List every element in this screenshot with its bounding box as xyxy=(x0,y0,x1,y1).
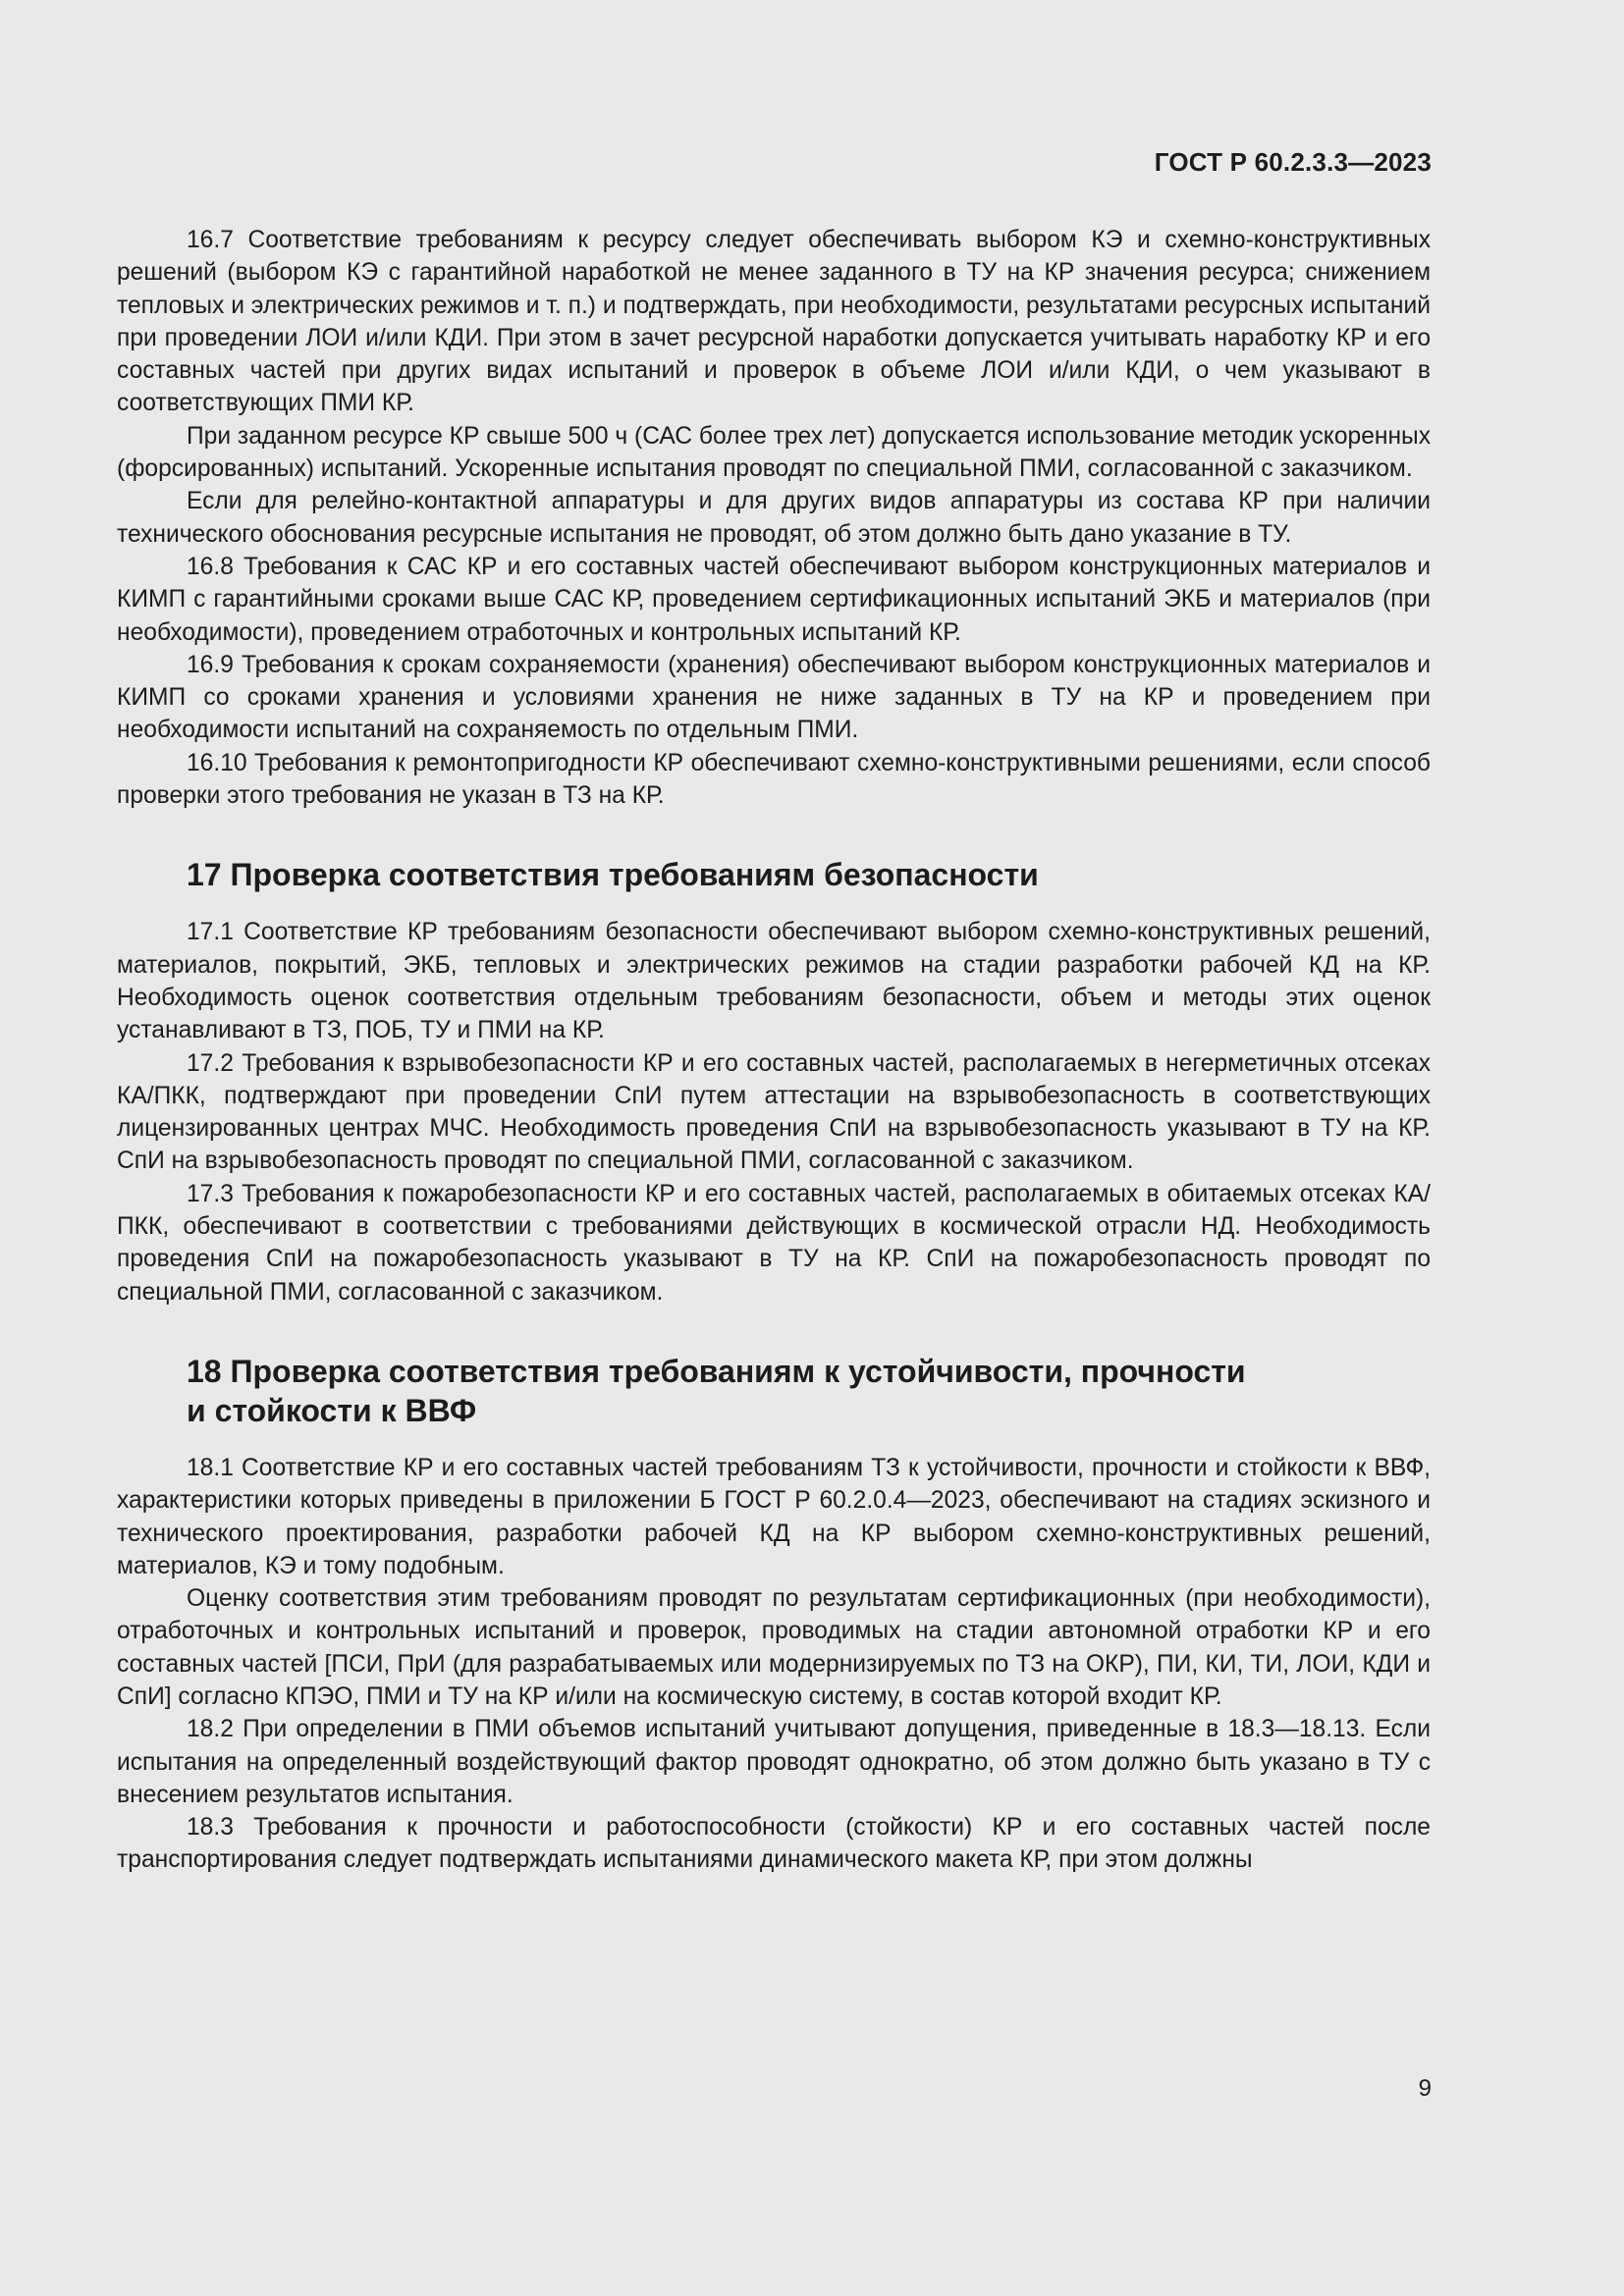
paragraph-17-3: 17.3 Требования к пожаробезопасности КР и его составных частей, располагаемых в обитаемых отсеках КА/ПКК, обеспечивают в соответствии с требованиями действующих в космической отрасли НД. Необходимость проведения СпИ на пожаробезопасность указывают в ТУ на КР. СпИ на пожаробезопасность проводят по специальной ПМИ, согласованной с заказчиком. xyxy=(117,1180,1431,1306)
section-heading-18-line2: и стойкости к ВВФ xyxy=(187,1392,477,1428)
paragraph-18-3: 18.3 Требования к прочности и работоспособности (стойкости) КР и его составных частей после транспортирования следует подтверждать испытаниями динамического макета КР, при этом должны xyxy=(117,1814,1431,1874)
document-body xyxy=(117,224,1431,1877)
paragraph-17-2: 17.2 Требования к взрывобезопасности КР и его составных частей, располагаемых в негерметичных отсеках КА/ПКК, подтверждают при проведении СпИ путем аттестации на взрывобезопасность в соответствующих лицензированных центрах МЧС. Необходимость проведения СпИ на взрывобезопасность указывают в ТУ на КР. СпИ на взрывобезопасность проводят по специальной ПМИ, согласованной с заказчиком. xyxy=(117,1049,1431,1175)
paragraph-18-1: 18.1 Соответствие КР и его составных частей требованиям ТЗ к устойчивости, прочности и стойкости к ВВФ, характеристики которых приведены в приложении Б ГОСТ Р 60.2.0.4—2023, обеспечивают на стадиях эскизного и технического проектирования, разработки рабочей КД на КР выбором схемно-конструктивных решений, материалов, КЭ и тому подобным. xyxy=(117,1454,1431,1579)
section-heading-18-line1: 18 Проверка соответствия требованиям к устойчивости, прочности xyxy=(187,1353,1246,1389)
section-heading-17: 17 Проверка соответствия требованиям безопасности xyxy=(187,857,1039,893)
page-number: 9 xyxy=(1418,2075,1432,2102)
paragraph-16-8: 16.8 Требования к САС КР и его составных частей обеспечивают выбором конструкционных материалов и КИМП с гарантийными сроками выше САС КР, проведением сертификационных испытаний ЭКБ и материалов (при необходимости), проведением отработочных и контрольных испытаний КР. xyxy=(117,553,1431,646)
paragraph-16-7-relay: Если для релейно-контактной аппаратуры и для других видов аппаратуры из состава КР при наличии технического обоснования ресурсные испытания не проводят, об этом должно быть дано указание в ТУ. xyxy=(117,488,1431,548)
paragraph-18-2: 18.2 При определении в ПМИ объемов испытаний учитывают допущения, приведенные в 18.3—18.13. Если испытания на определенный воздействующий фактор проводят однократно, об этом должно быть указано в ТУ с внесением результатов испытания. xyxy=(117,1716,1431,1808)
paragraph-18-1-assessment: Оценку соответствия этим требованиям проводят по результатам сертификационных (при необходимости), отработочных и контрольных испытаний и проверок, проводимых на стадии автономной отработки КР и его составных частей [ПСИ, ПрИ (для разрабатываемых или модернизируемых по ТЗ на ОКР), ПИ, КИ, ТИ, ЛОИ, КДИ и СпИ] согласно КПЭО, ПМИ и ТУ на КР и/или на космическую систему, в состав которой входит КР. xyxy=(117,1585,1431,1710)
paragraph-17-1: 17.1 Соответствие КР требованиям безопасности обеспечивают выбором схемно-конструктивных решений, материалов, покрытий, ЭКБ, тепловых и электрических режимов на стадии разработки рабочей КД на КР. Необходимость оценок соответствия отдельным требованиям безопасности, объем и методы этих оценок устанавливают в ТЗ, ПОБ, ТУ и ПМИ на КР. xyxy=(117,919,1431,1044)
document-code: ГОСТ Р 60.2.3.3—2023 xyxy=(1154,147,1432,177)
paragraph-16-9: 16.9 Требования к срокам сохраняемости (хранения) обеспечивают выбором конструкционных материалов и КИМП со сроками хранения и условиями хранения не ниже заданных в ТУ на КР и проведением при необходимости испытаний на сохраняемость по отдельным ПМИ. xyxy=(117,651,1431,744)
section-heading-18 xyxy=(117,1352,1431,1430)
paragraph-16-7-resource: При заданном ресурсе КР свыше 500 ч (САС более трех лет) допускается использование методик ускоренных (форсированных) испытаний. Ускоренные испытания проводят по специальной ПМИ, согласованной с заказчиком. xyxy=(117,422,1432,483)
paragraph-16-10: 16.10 Требования к ремонтопригодности КР обеспечивают схемно-конструктивными решениями, если способ проверки этого требования не указан в ТЗ на КР. xyxy=(117,749,1431,810)
paragraph-16-7: 16.7 Соответствие требованиям к ресурсу следует обеспечивать выбором КЭ и схемно-конструктивных решений (выбором КЭ с гарантийной наработкой не менее заданного в ТУ на КР значения ресурса; снижением тепловых и электрических режимов и т. п.) и подтверждать, при необходимости, результатами ресурсных испытаний при проведении ЛОИ и/или КДИ. При этом в зачет ресурсной наработки допускается учитывать наработку КР и его составных частей при других видах испытаний и проверок в объеме ЛОИ и/или КДИ, о чем указывают в соответствующих ПМИ КР. xyxy=(117,227,1431,417)
